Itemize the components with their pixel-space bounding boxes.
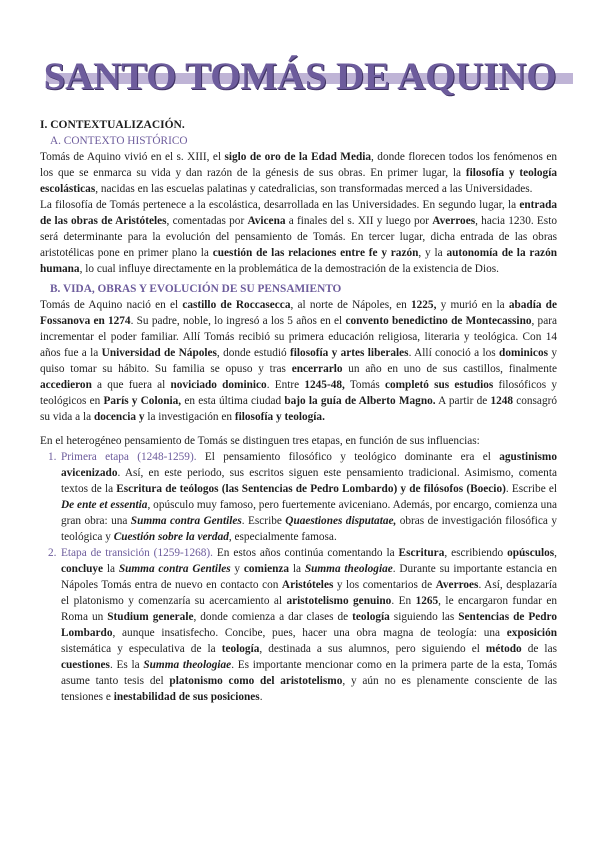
text-run: docencia y — [93, 411, 145, 423]
text-run: completó sus estudios — [384, 379, 494, 391]
text-run: siglo de oro de la Edad Media — [224, 151, 372, 163]
text-run: Escritura — [398, 547, 445, 559]
text-run: . Es la — [109, 659, 144, 671]
text-run: , al norte de Nápoles, en — [290, 299, 411, 311]
text-run: sistemática y especulativa de la — [61, 643, 222, 655]
text-run: . En — [391, 595, 416, 607]
text-run: y — [230, 563, 244, 575]
text-run: . Así, desplazaría el platonismo y comenzaría su acercamiento al — [61, 579, 558, 607]
text-run: teología — [352, 611, 390, 623]
text-run: París y Colonia, — [103, 395, 182, 407]
text-run: encerrarlo — [291, 363, 343, 375]
text-run: Studium generale — [107, 611, 194, 623]
subheading-vida-obras: B. VIDA, OBRAS Y EVOLUCIÓN DE SU PENSAMIENTO — [50, 283, 342, 295]
text-run: , donde estudió — [216, 347, 291, 359]
text-run: , — [554, 547, 557, 559]
text-run: obras de investigación filosófica y teológica y — [61, 515, 557, 543]
text-run: Summa theologiae — [304, 563, 393, 575]
text-run: platonismo como del aristotelismo — [169, 675, 343, 687]
paragraph-vida — [40, 297, 557, 425]
text-run: . Durante su importante estancia en Nápoles Tomás entra de nuevo en contacto con — [61, 563, 557, 591]
text-run: convento benedictino de Montecassino — [345, 315, 532, 327]
text-run: cuestión de las relaciones entre fe y razón — [212, 247, 419, 259]
list-item-stage: Primera etapa (1248-1259). — [61, 451, 197, 463]
text-run: Summa contra Gentiles — [130, 515, 242, 527]
text-run: opúsculos — [507, 547, 555, 559]
list-item — [40, 449, 557, 545]
text-run: El pensamiento filosófico y teológico dominante era el — [196, 451, 500, 463]
text-run: , le encargaron fundar en Roma un — [61, 595, 557, 623]
text-run: y murió en la — [436, 299, 509, 311]
text-run: abadía de Fossanova en 1274 — [40, 299, 557, 327]
text-run: 1245-48, — [304, 379, 345, 391]
text-run: comienza — [243, 563, 290, 575]
text-run: dominicos — [499, 347, 548, 359]
text-run: entrada de las obras de Aristóteles — [40, 199, 557, 227]
text-run: . Allí conoció a los — [408, 347, 500, 359]
text-run: La filosofía de Tomás pertenece a la escolástica, desarrollada en las Universidades. En segundo lugar, la — [40, 199, 520, 211]
text-run: . Su padre, noble, lo ingresó a los 5 años en el — [130, 315, 346, 327]
text-run: filosóficos y teológicos en — [40, 379, 557, 407]
paragraph-contexto-2 — [40, 197, 557, 277]
list-item-text — [61, 451, 557, 543]
text-run: , para incrementar el poder familiar. Allí Tomás recibió su primera educación religiosa, literaria y teológica. Con 14 años fue a la — [40, 315, 557, 359]
text-run: consagró su vida a la — [40, 395, 558, 423]
text-run: , especialmente famosa. — [228, 531, 337, 543]
text-run: cuestiones — [61, 659, 110, 671]
text-run: filosofía y artes liberales — [290, 347, 409, 359]
paragraph-contexto-1 — [40, 149, 557, 197]
text-run: A partir de — [435, 395, 491, 407]
text-run: teología — [221, 643, 260, 655]
text-run: bajo la guía de Alberto Magno. — [284, 395, 436, 407]
list-item-number: 2. — [48, 547, 57, 559]
text-run: . Entre — [266, 379, 305, 391]
text-run: filosofía y teología. — [234, 411, 325, 423]
text-run: método — [485, 643, 522, 655]
text-run: castillo de Roccasecca — [182, 299, 291, 311]
text-run: la — [103, 563, 119, 575]
text-run: filosofía y teología escolásticas — [40, 167, 557, 195]
text-run: Tomás de Aquino nació en el — [40, 299, 183, 311]
text-run: noviciado dominico — [170, 379, 267, 391]
text-run: 1265 — [415, 595, 439, 607]
list-item-number: 1. — [48, 451, 57, 463]
page-title: SANTO TOMÁS DE AQUINO — [43, 55, 557, 98]
text-run: Summa theologiae — [143, 659, 232, 671]
text-run: de las — [521, 643, 557, 655]
text-run: 1248 — [490, 395, 514, 407]
text-run: . Así, en este periodo, sus escritos siguen este pensamiento tradicional. Asimismo, comenta textos de la — [61, 467, 557, 495]
text-run: Quaestiones disputatae, — [285, 515, 397, 527]
list-item-stage: Etapa de transición (1259-1268). — [61, 547, 213, 559]
text-run: , y la — [418, 247, 447, 259]
text-run: . Es importante mencionar como en la primera parte de la esta, Tomás asume tanto tesis del — [61, 659, 558, 687]
paragraph-etapas-intro — [40, 433, 557, 449]
text-run: agustinismo avicenizado — [61, 451, 557, 479]
text-run: Summa contra Gentiles — [118, 563, 231, 575]
text-run: Cuestión sobre la verdad — [113, 531, 229, 543]
title-block — [0, 40, 600, 110]
text-run: un año en uno de sus castillos, finalmente — [342, 363, 557, 375]
etapas-list — [40, 449, 557, 705]
text-run: , opúsculo muy famoso, pero fuertemente aviceniano. Además, por encargo, comienza una gran obra: una — [61, 499, 557, 527]
text-run: En el heterogéneo pensamiento de Tomás se distinguen tres etapas, en función de sus influencias: — [40, 435, 480, 447]
text-run: y los comentarios de — [333, 579, 436, 591]
text-run: la — [289, 563, 305, 575]
text-run: inestabilidad de sus posiciones — [113, 691, 260, 703]
text-run: , y aún no es plenamente consciente de las tensiones e — [61, 675, 557, 703]
text-run: , donde florecen todos los fenómenos en los que se enmarca su vida y dan razón de la génesis de sus obras. En primer lugar, la — [40, 151, 557, 179]
text-run: , aunque insatisfecho. Concibe, pues, hacer una obra magna de teología: una — [112, 627, 507, 639]
text-run: aristotelismo genuino — [286, 595, 392, 607]
text-run: De ente et essentia — [61, 499, 148, 511]
text-run: a finales del s. XII y luego por — [285, 215, 433, 227]
text-run: , comentadas por — [166, 215, 248, 227]
text-run: Averroes — [435, 579, 479, 591]
text-run: , lo cual influye directamente en la problemática de la demostración de la existencia de Dios. — [79, 263, 499, 275]
text-run: 1225, — [410, 299, 437, 311]
section-heading-contextualizacion: I. CONTEXTUALIZACIÓN. — [40, 119, 185, 131]
text-run: , nacidas en las escuelas palatinas y catedralicias, son transformadas merced a las Universidades. — [95, 183, 533, 195]
text-run: Avicena — [247, 215, 286, 227]
text-run: concluye — [61, 563, 104, 575]
text-run: Averroes — [432, 215, 476, 227]
list-item — [40, 545, 557, 705]
document-body — [40, 117, 557, 705]
text-run: , escribiendo — [444, 547, 508, 559]
text-run: autonomía de la razón humana — [40, 247, 558, 275]
text-run: exposición — [506, 627, 557, 639]
text-run: Escritura de teólogos (las Sentencias de Pedro Lombardo) y de filósofos (Boecio) — [116, 483, 506, 495]
text-run: En estos años continúa comentando la — [212, 547, 399, 559]
text-run: , hacia 1230. Esto será determinante para la evolución del pensamiento de Tomás. En tercer lugar, dicha entrada de las obras aristotélicas pone en primer plano la — [40, 215, 557, 259]
list-item-text — [61, 547, 557, 703]
text-run: Universidad de Nápoles — [101, 347, 217, 359]
text-run: . Escribe — [241, 515, 286, 527]
text-run: Aristóteles — [281, 579, 334, 591]
text-run: y quiso tomar su hábito. Su familia se opuso y tras — [40, 347, 557, 375]
subheading-contexto-historico: A. CONTEXTO HISTÓRICO — [50, 135, 188, 147]
text-run: . Escribe el — [505, 483, 558, 495]
text-run: a que fuera al — [91, 379, 171, 391]
text-run: siguiendo las — [389, 611, 459, 623]
text-run: la investigación en — [144, 411, 235, 423]
text-run: Tomás — [344, 379, 385, 391]
text-run: Sentencias de Pedro Lombardo — [61, 611, 558, 639]
text-run: Tomás de Aquino vivió en el s. XIII, el — [40, 151, 225, 163]
text-run: , donde comienza a dar clases de — [193, 611, 353, 623]
text-run: accedieron — [40, 379, 92, 391]
text-run: . — [259, 691, 263, 703]
text-run: en esta última ciudad — [181, 395, 285, 407]
text-run: , destinada a sus alumnos, pero siguiendo el — [259, 643, 486, 655]
